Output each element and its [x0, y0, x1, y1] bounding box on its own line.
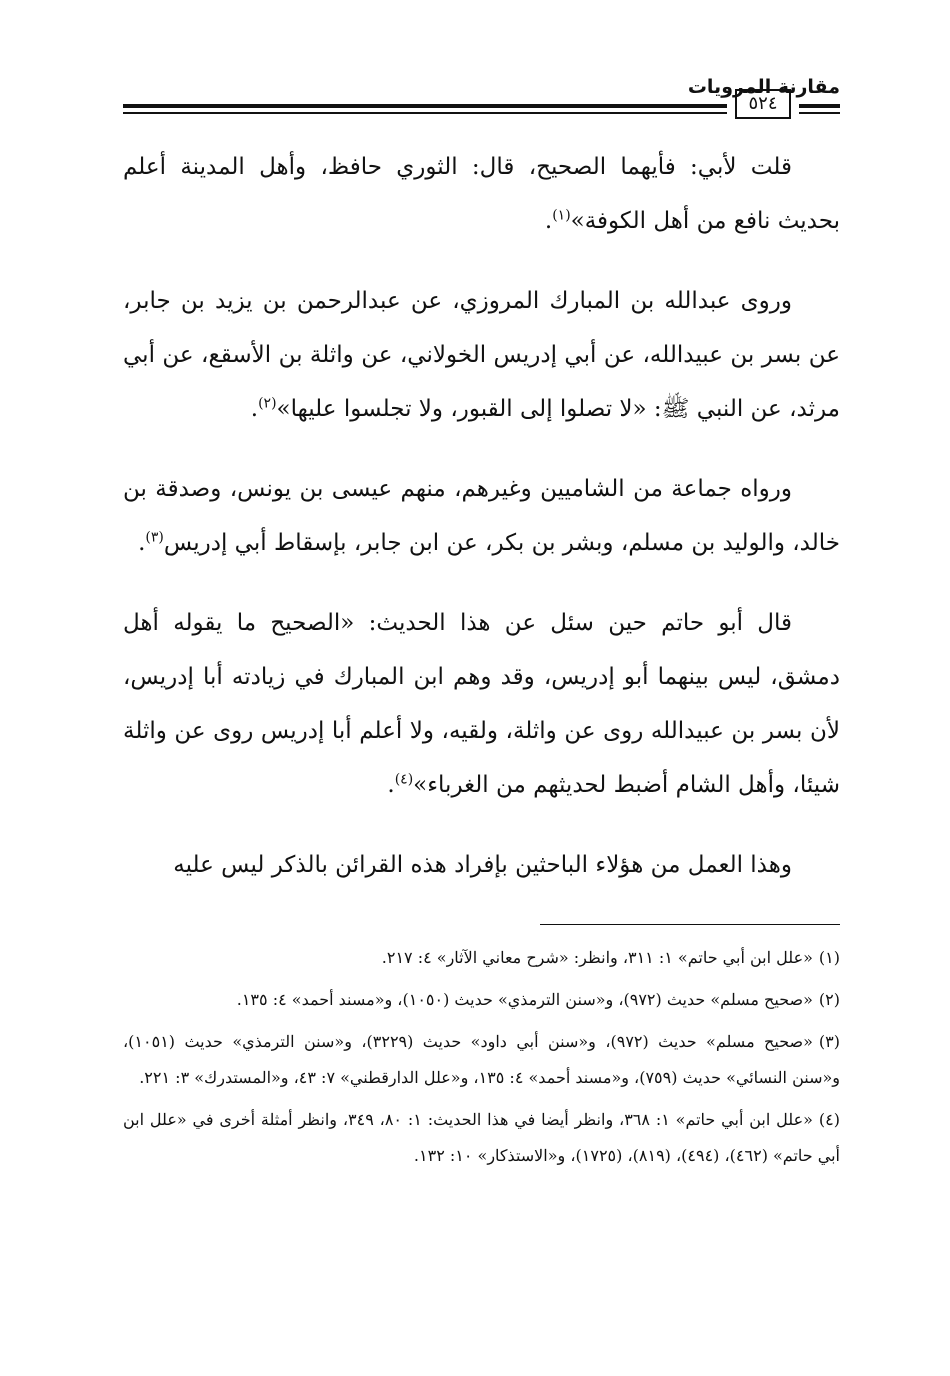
footnote-text: «صحيح مسلم» حديث (٩٧٢)، و«سنن أبي داود» حديث (٣٢٢٩)، و«سنن الترمذي» حديث (١٠٥١)، و«سنن النسائي» حديث (٧٥٩)، و«مسند أحمد» ٤: ١٣٥، و«علل الدارقطني» ٧: ٤٣، و«المستدرك» ٣: ٢٢١.: [123, 1032, 840, 1087]
paragraph: [123, 274, 840, 436]
footnote: [123, 1102, 840, 1174]
paragraph-text: قلت لأبي: فأيهما الصحيح، قال: الثوري حافظ، وأهل المدينة أعلم بحديث نافع من أهل الكوفة»: [123, 154, 840, 234]
footnote-text: «صحيح مسلم» حديث (٩٧٢)، و«سنن الترمذي» حديث (١٠٥٠)، و«مسند أحمد» ٤: ١٣٥.: [236, 990, 813, 1009]
paragraph-text: ورواه جماعة من الشاميين وغيرهم، منهم عيسى بن يونس، وصدقة بن خالد، والوليد بن مسلم، وبشر بن بكر، عن ابن جابر، بإسقاط أبي إدريس: [123, 476, 840, 556]
paragraph: [123, 462, 840, 570]
paragraph-text: وهذا العمل من هؤلاء الباحثين بإفراد هذه القرائن بالذكر ليس عليه: [173, 852, 792, 878]
running-header: [123, 72, 840, 132]
footnote-reference: (٢): [258, 395, 277, 412]
footnote-reference: (٤): [394, 771, 414, 788]
paragraph-end: .: [544, 208, 553, 234]
footnote: [123, 1024, 840, 1096]
footnotes: [123, 940, 840, 1180]
paragraph-end: .: [250, 396, 259, 422]
footnote-text: «علل ابن أبي حاتم» ١: ٣٦٨، وانظر أيضا في هذا الحديث: ١: ٨٠، ٣٤٩، وانظر أمثلة أخرى في «علل ابن أبي حاتم» (٤٦٢)، (٤٩٤)، (٨١٩)، (١٧٢٥)، و«الاستذكار» ١٠: ١٣٢.: [123, 1110, 840, 1165]
header-rule-short-thin: [799, 112, 840, 114]
chapter-title: مقارنة المرويات: [687, 76, 840, 98]
paragraph: [123, 838, 840, 892]
footnote: [123, 940, 840, 976]
paragraph-text: وروى عبدالله بن المبارك المروزي، عن عبدالرحمن بن يزيد بن جابر، عن بسر بن عبيدالله، عن أبي إدريس الخولاني، عن واثلة بن الأسقع، عن أبي مرثد، عن النبي ﷺ: «لا تصلوا إلى القبور، ولا تجلسوا عليها»: [123, 288, 840, 422]
paragraph: [123, 596, 840, 812]
footnote-number: (١): [818, 948, 840, 967]
paragraph-text: قال أبو حاتم حين سئل عن هذا الحديث: «الصحيح ما يقوله أهل دمشق، ليس بينهما أبو إدريس، وقد وهم ابن المبارك في زيادته أبا إدريس، لأن بسر بن عبيدالله روى عن واثلة، ولقيه، ولا أعلم أبا إدريس روى عن واثلة شيئا، وأهل الشام أضبط لحديثهم من الغرباء»: [123, 610, 840, 798]
paragraph-end: .: [138, 530, 146, 556]
main-text: [123, 140, 840, 918]
header-rule-short-thick: [799, 104, 840, 108]
header-rule-thin: [123, 112, 727, 114]
footnote: [123, 982, 840, 1018]
footnote-number: (٤): [818, 1110, 841, 1129]
paragraph: [123, 140, 840, 248]
footnote-number: (٣): [818, 1032, 841, 1051]
footnote-separator: [540, 924, 840, 925]
page-number: ٥٢٤: [735, 89, 791, 119]
paragraph-end: .: [387, 772, 395, 798]
footnote-text: «علل ابن أبي حاتم» ١: ٣١١، وانظر: «شرح معاني الآثار» ٤: ٢١٧.: [381, 948, 813, 967]
footnote-reference: (٣): [145, 529, 164, 546]
footnote-reference: (١): [552, 207, 571, 224]
header-rule-thick: [123, 104, 727, 108]
footnote-number: (٢): [818, 990, 840, 1009]
